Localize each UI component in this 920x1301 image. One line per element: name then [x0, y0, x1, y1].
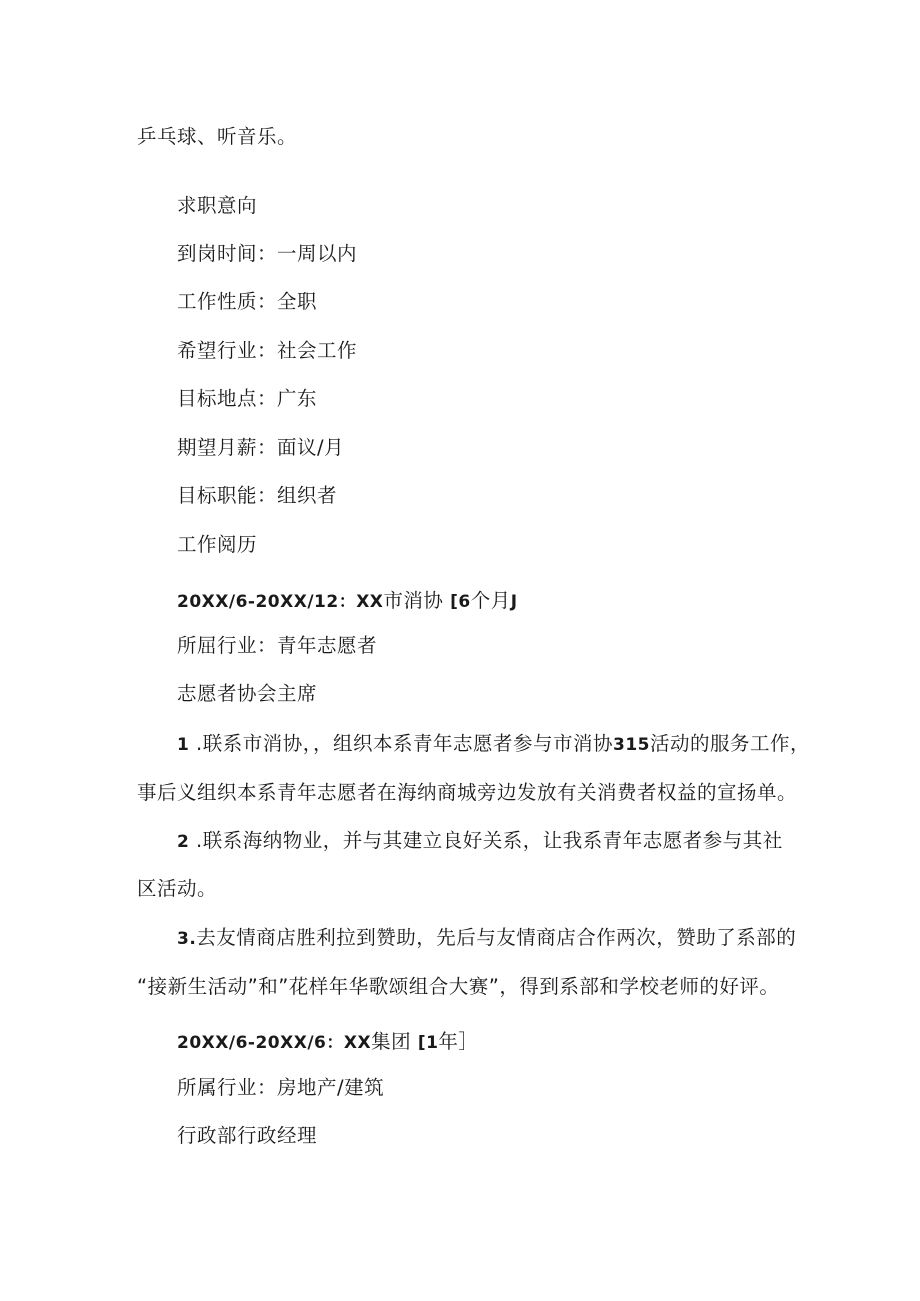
item-number-315: 315 [613, 735, 650, 755]
item-text: 活动的服务工作， [650, 732, 811, 755]
expected-salary-line: 期望月薪：面议/月 [177, 436, 345, 459]
job2-org: 集团 [371, 1030, 412, 1053]
job1-item-2 [177, 828, 783, 855]
section-heading-job-intention: 求职意向 [177, 194, 258, 217]
job1-duration-unit: 个月 [470, 589, 511, 612]
target-location-line: 目标地点：广东 [177, 387, 318, 410]
item-text: 去友情商店胜利拉到赞助，先后与友情商店合作两次，赞助了系部的 [196, 926, 797, 949]
target-function-line: 目标职能：组织者 [177, 484, 338, 507]
item-text: .联系市消协，，组织本系青年志愿者参与市消协 [196, 732, 613, 755]
availability-line: 到岗时间：一周以内 [177, 242, 358, 265]
job1-duration-open: [6 [450, 592, 471, 612]
desired-industry-line: 希望行业：社会工作 [177, 339, 358, 362]
job1-title-line: 志愿者协会主席 [177, 682, 318, 705]
job1-item-1-continued: 事后义组织本系青年志愿者在海纳商城旁边发放有关消费者权益的宣扬单。 [137, 781, 798, 804]
job1-header [177, 588, 518, 615]
item-text: .联系海纳物业，并与其建立良好关系，让我系青年志愿者参与其社 [196, 829, 783, 852]
job1-industry-line: 所屈行业：青年志愿者 [177, 634, 378, 657]
job1-item-1 [177, 731, 810, 758]
job1-item-3 [177, 925, 796, 952]
job1-item-2-continued: 区活动。 [137, 877, 218, 900]
job2-industry-line: 所属行业：房地产/建筑 [177, 1076, 385, 1099]
item-number: 2 [177, 832, 190, 852]
item-number: 3. [177, 929, 197, 949]
job2-title-line: 行政部行政经理 [177, 1124, 318, 1147]
hobbies-line: 乒乓球、听音乐。 [137, 125, 298, 148]
item-number: 1 [177, 735, 190, 755]
job1-duration-close: J [510, 592, 518, 612]
job2-dates: 20XX/6-20XX/6：XX [177, 1033, 372, 1053]
job1-org: 市消协 [383, 589, 444, 612]
job-type-line: 工作性质：全职 [177, 290, 318, 313]
job1-dates: 20XX/6-20XX/12：XX [177, 592, 384, 612]
section-heading-work-experience: 工作阅历 [177, 533, 258, 556]
job1-item-3-continued: “接新生活动”和”花样年华歌颂组合大赛”，得到系部和学校老师的好评。 [137, 975, 780, 998]
job2-header [177, 1029, 478, 1056]
job2-duration-open: [1 [417, 1033, 439, 1053]
job2-duration-unit: 年］ [438, 1030, 479, 1053]
